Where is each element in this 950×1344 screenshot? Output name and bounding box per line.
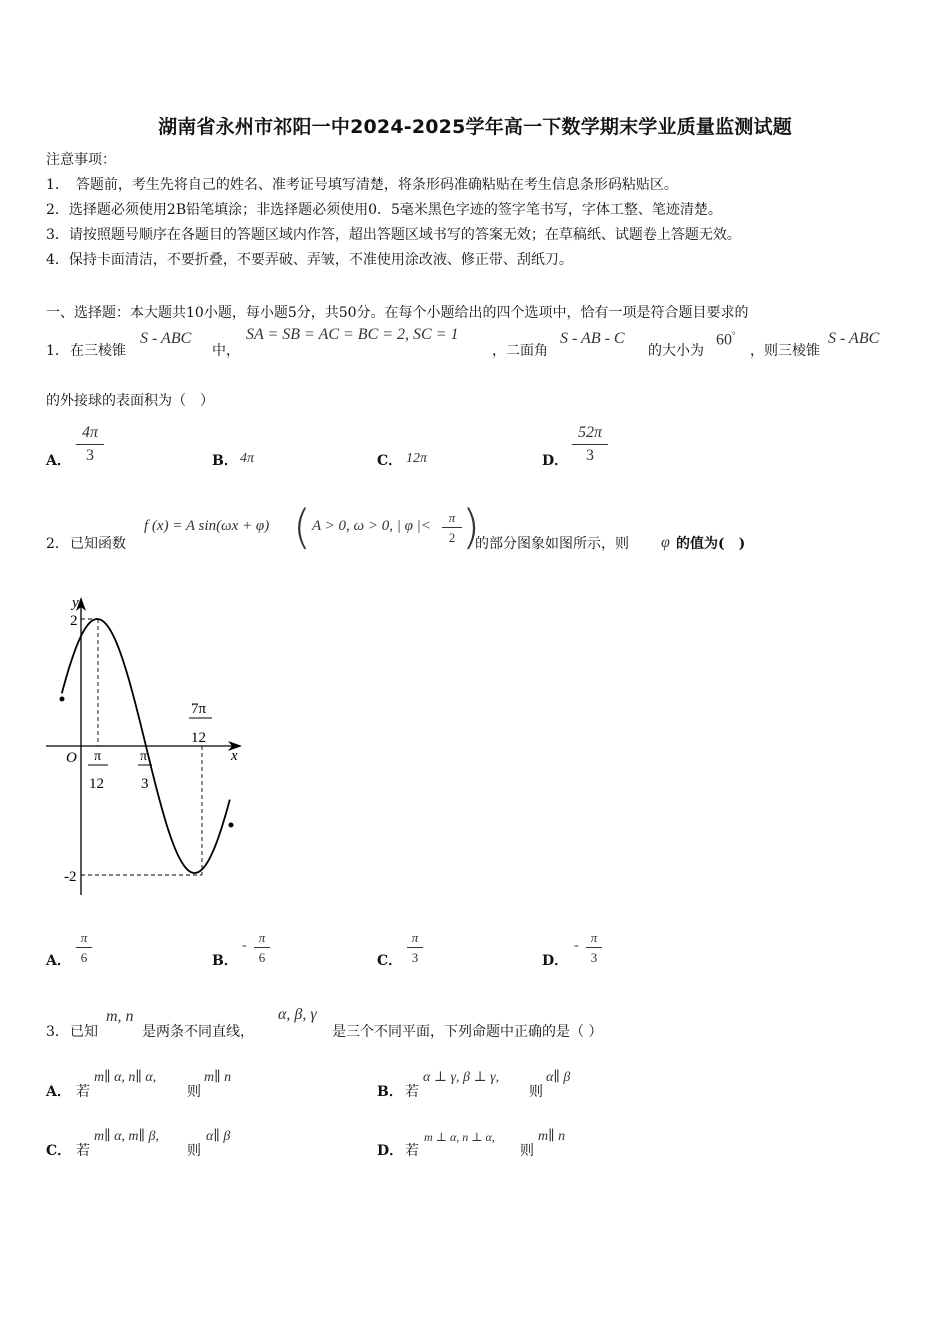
notes-heading: 注意事项： <box>46 152 116 168</box>
q3-text-2: 是两条不同直线， <box>142 1024 254 1040</box>
q3-math-2: α, β, γ <box>278 1006 317 1023</box>
q2-option-a-label[interactable]: A． <box>46 953 71 969</box>
q1-option-d-fraction: 52π 3 <box>572 424 608 465</box>
q2-option-a-fraction: π 6 <box>76 930 92 965</box>
q1-option-d-label[interactable]: D． <box>542 453 569 469</box>
x3-den-label: 12 <box>191 730 206 746</box>
x1-den-label: 12 <box>89 776 104 792</box>
q3-option-c-conclusion: α∥ β <box>206 1129 231 1144</box>
q2-function-graph <box>40 585 260 905</box>
q3-option-a-condition: m∥ α, n∥ α, <box>94 1070 157 1085</box>
note-item: 1． 答题前，考生先将自己的姓名、准考证号填写清楚，将条形码准确粘贴在考生信息条形码粘贴区。 <box>46 177 678 193</box>
q2-option-c-fraction: π 3 <box>407 930 423 965</box>
q3-option-b-condition: α ⊥ γ, β ⊥ γ, <box>423 1070 500 1085</box>
q2-math-function: f (x) = A sin(ωx + φ) <box>144 518 270 534</box>
section-heading: 一、选择题：本大题共10小题，每小题5分，共50分。在每个小题给出的四个选项中，恰有一项是符合题目要求的 <box>46 305 749 321</box>
q2-math-conditions: A > 0, ω > 0, | φ |< <box>312 518 431 534</box>
left-paren: ( <box>293 500 311 554</box>
q1-option-c-value: 12π <box>406 451 428 466</box>
q1-text-1: 在三棱锥 <box>70 343 126 359</box>
y-axis-label: y <box>72 595 79 611</box>
curve-start-point <box>60 697 65 702</box>
q2-option-d-fraction: π 3 <box>586 930 602 965</box>
x1-num-label: π <box>94 749 102 764</box>
q3-text-1: 已知 <box>70 1024 98 1040</box>
q1-option-a-label[interactable]: A． <box>46 453 71 469</box>
note-item: 4．保持卡面清洁，不要折叠，不要弄破、弄皱，不准使用涂改液、修正带、刮纸刀。 <box>46 252 573 268</box>
q3-option-b-ruo: 若 <box>405 1084 419 1100</box>
q3-number: 3． <box>46 1024 69 1040</box>
curve-end-point <box>229 823 234 828</box>
q1-math-2: SA = SB = AC = BC = 2, SC = 1 <box>246 326 459 343</box>
note-item: 3．请按照题号顺序在各题目的答题区域内作答，超出答题区域书写的答案无效；在草稿纸、试题卷上答题无效。 <box>46 227 741 243</box>
q3-option-a-conclusion: m∥ n <box>204 1070 232 1085</box>
q3-option-c-ruo: 若 <box>76 1143 90 1159</box>
q3-option-d-conclusion: m∥ n <box>538 1129 566 1144</box>
x2-den-label: 3 <box>141 776 149 792</box>
q2-option-c-label[interactable]: C． <box>377 953 403 969</box>
q3-option-c-ze: 则 <box>187 1143 201 1159</box>
note-item: 2．选择题必须使用2B铅笔填涂；非选择题必须使用0．5毫米黑色字迹的签字笔书写，字体工整、笔迹清楚。 <box>46 202 722 218</box>
ymin-label: -2 <box>64 869 77 885</box>
right-paren: ) <box>462 500 480 554</box>
q3-option-c-label[interactable]: C． <box>46 1143 72 1159</box>
q1-text-line2: 的外接球的表面积为（ ） <box>46 393 214 409</box>
q3-option-b-ze: 则 <box>529 1084 543 1100</box>
origin-label: O <box>66 750 77 766</box>
q2-option-d-label[interactable]: D． <box>542 953 569 969</box>
q1-math-4: 60° <box>716 330 736 349</box>
q2-math-fraction: π 2 <box>442 510 462 545</box>
q1-math-3: S - AB - C <box>560 330 625 347</box>
x3-num-label: 7π <box>191 701 207 717</box>
q3-option-a-ze: 则 <box>187 1084 201 1100</box>
q3-option-d-label[interactable]: D． <box>377 1143 404 1159</box>
q3-option-b-label[interactable]: B． <box>377 1084 403 1100</box>
q1-math-1: S - ABC <box>140 330 192 347</box>
q1-text-5: ，则三棱锥 <box>750 343 820 359</box>
q2-option-b-fraction: π 6 <box>254 930 270 965</box>
q1-math-5: S - ABC <box>828 330 880 347</box>
q1-option-a-fraction: 4π 3 <box>76 424 104 465</box>
page-title: 湖南省永州市祁阳一中2024-2025学年高一下数学期末学业质量监测试题 <box>158 116 792 138</box>
q1-text-3: ，二面角 <box>492 343 548 359</box>
q1-option-c-label[interactable]: C． <box>377 453 403 469</box>
q3-option-b-conclusion: α∥ β <box>546 1070 571 1085</box>
q3-option-c-condition: m∥ α, m∥ β, <box>94 1129 159 1144</box>
q2-option-b-label[interactable]: B． <box>212 953 238 969</box>
q3-text-3: 是三个不同平面，下列命题中正确的是（ ） <box>332 1024 603 1040</box>
q1-option-b-value: 4π <box>240 451 255 466</box>
q2-option-d-sign: - <box>574 938 579 953</box>
q2-text-1: 已知函数 <box>70 536 126 552</box>
notes-block <box>46 148 741 273</box>
x-axis-label: x <box>231 748 238 764</box>
ymax-label: 2 <box>70 613 78 629</box>
q1-text-2: 中， <box>212 343 240 359</box>
q2-text-2: 的部分图象如图所示，则 <box>475 536 629 552</box>
q3-option-a-ruo: 若 <box>76 1084 90 1100</box>
q3-option-a-label[interactable]: A． <box>46 1084 71 1100</box>
q3-option-d-condition: m ⊥ α, n ⊥ α, <box>424 1130 495 1144</box>
q3-option-d-ruo: 若 <box>405 1143 419 1159</box>
q3-math-1: m, n <box>106 1008 134 1025</box>
x2-num-label: π <box>140 749 148 764</box>
q3-option-d-ze: 则 <box>520 1143 534 1159</box>
q1-number: 1． <box>46 343 69 359</box>
q2-text-3: 的值为( ) <box>676 536 746 552</box>
q2-option-b-sign: - <box>242 938 247 953</box>
q2-number: 2． <box>46 536 69 552</box>
q1-option-b-label[interactable]: B． <box>212 453 238 469</box>
q2-math-phi: φ <box>661 534 670 551</box>
q1-text-4: 的大小为 <box>648 343 704 359</box>
